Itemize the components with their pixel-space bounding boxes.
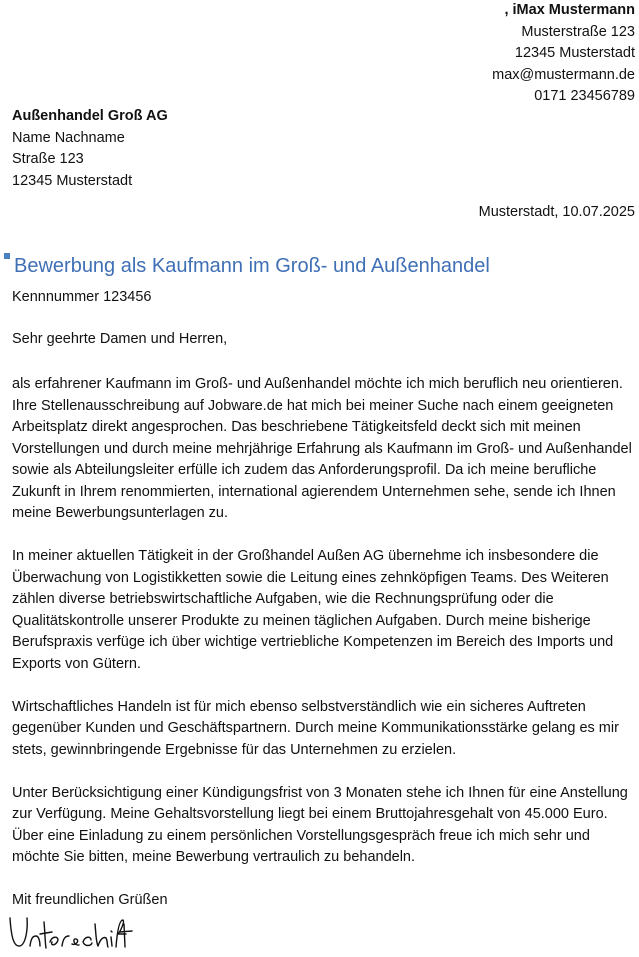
recipient-city: 12345 Musterstadt bbox=[12, 172, 133, 189]
salutation: Sehr geehrte Damen und Herren, bbox=[12, 331, 228, 347]
letter-subject: Bewerbung als Kaufmann im Groß- und Außenhandel bbox=[14, 255, 490, 277]
subject-marker bbox=[4, 253, 10, 259]
letter-date: Musterstadt, 10.07.2025 bbox=[478, 204, 635, 220]
sender-email: max@mustermann.de bbox=[492, 66, 635, 83]
sender-name: , iMax Mustermann bbox=[504, 2, 635, 18]
closing-phrase: Mit freundlichen Grüßen bbox=[12, 892, 168, 908]
reference-number: Kennnummer 123456 bbox=[12, 289, 152, 305]
sender-phone: 0171 23456789 bbox=[534, 88, 635, 104]
letter-body bbox=[12, 374, 636, 890]
body-paragraph: Unter Berücksichtigung einer Kündigungsfrist von 3 Monaten stehe ich Ihnen für eine Anstellung zur Verfügung. Meine Gehaltsvorstellung liegt bei einem Bruttojahresgehalt von 45.000 Euro. Über eine Einladung zu einem persönlichen Vorstellungsgespräch freue ich mich sehr und möchte Sie bitten, meine Bewerbung vertraulich zu behandeln. bbox=[12, 784, 628, 865]
body-paragraph: In meiner aktuellen Tätigkeit in der Großhandel Außen AG übernehme ich insbesondere die Überwachung von Logistikketten sowie die Leitung eines zehnköpfigen Teams. Des Weiteren zählen diverse betriebswirtschaftliche Aufgaben, wie die Rechnungsprüfung oder die Qualitätskontrolle unserer Produkte zu meinen täglichen Aufgaben. Durch meine bisherige Berufspraxis verfüge ich über wichtige vertriebliche Kompetenzen im Bereich des Imports und Exports von Gütern. bbox=[12, 548, 614, 672]
recipient-contact: Name Nachname bbox=[12, 129, 125, 146]
sender-street: Musterstraße 123 bbox=[521, 23, 635, 40]
body-paragraph: Wirtschaftliches Handeln ist für mich ebenso selbstverständlich wie ein sicheres Auftreten gegenüber Kunden und Geschäftspartnern. Durch meine Kommunikationsstärke gelang es mir stets, gewinnbringende Ergebnisse für das Unternehmen zu erzielen. bbox=[12, 698, 619, 758]
body-paragraph: als erfahrener Kaufmann im Groß- und Außenhandel möchte ich mich beruflich neu orientieren. Ihre Stellenausschreibung auf Jobware.de hat mich bei meiner Suche nach einem geeigneten Arbeitsplatz direkt angesprochen. Das beschriebene Tätigkeitsfeld deckt sich mit meinen Vorstellungen und durch meine mehrjährige Erfahrung als Kaufmann im Groß- und Außenhandel sowie als Abteilungsleiter erfülle ich zudem das Anforderungsprofil. Da ich meine berufliche Zukunft in Ihrem renommierten, international agierendem Unternehmen sehe, sende ich Ihnen meine Bewerbungsunterlagen zu. bbox=[12, 376, 632, 521]
signature bbox=[6, 912, 146, 957]
recipient-company: Außenhandel Groß AG bbox=[12, 108, 168, 124]
recipient-block bbox=[12, 106, 168, 192]
recipient-street: Straße 123 bbox=[12, 151, 84, 167]
sender-city: 12345 Musterstadt bbox=[514, 45, 635, 61]
sender-block bbox=[492, 0, 635, 108]
handwritten-signature bbox=[6, 912, 146, 952]
